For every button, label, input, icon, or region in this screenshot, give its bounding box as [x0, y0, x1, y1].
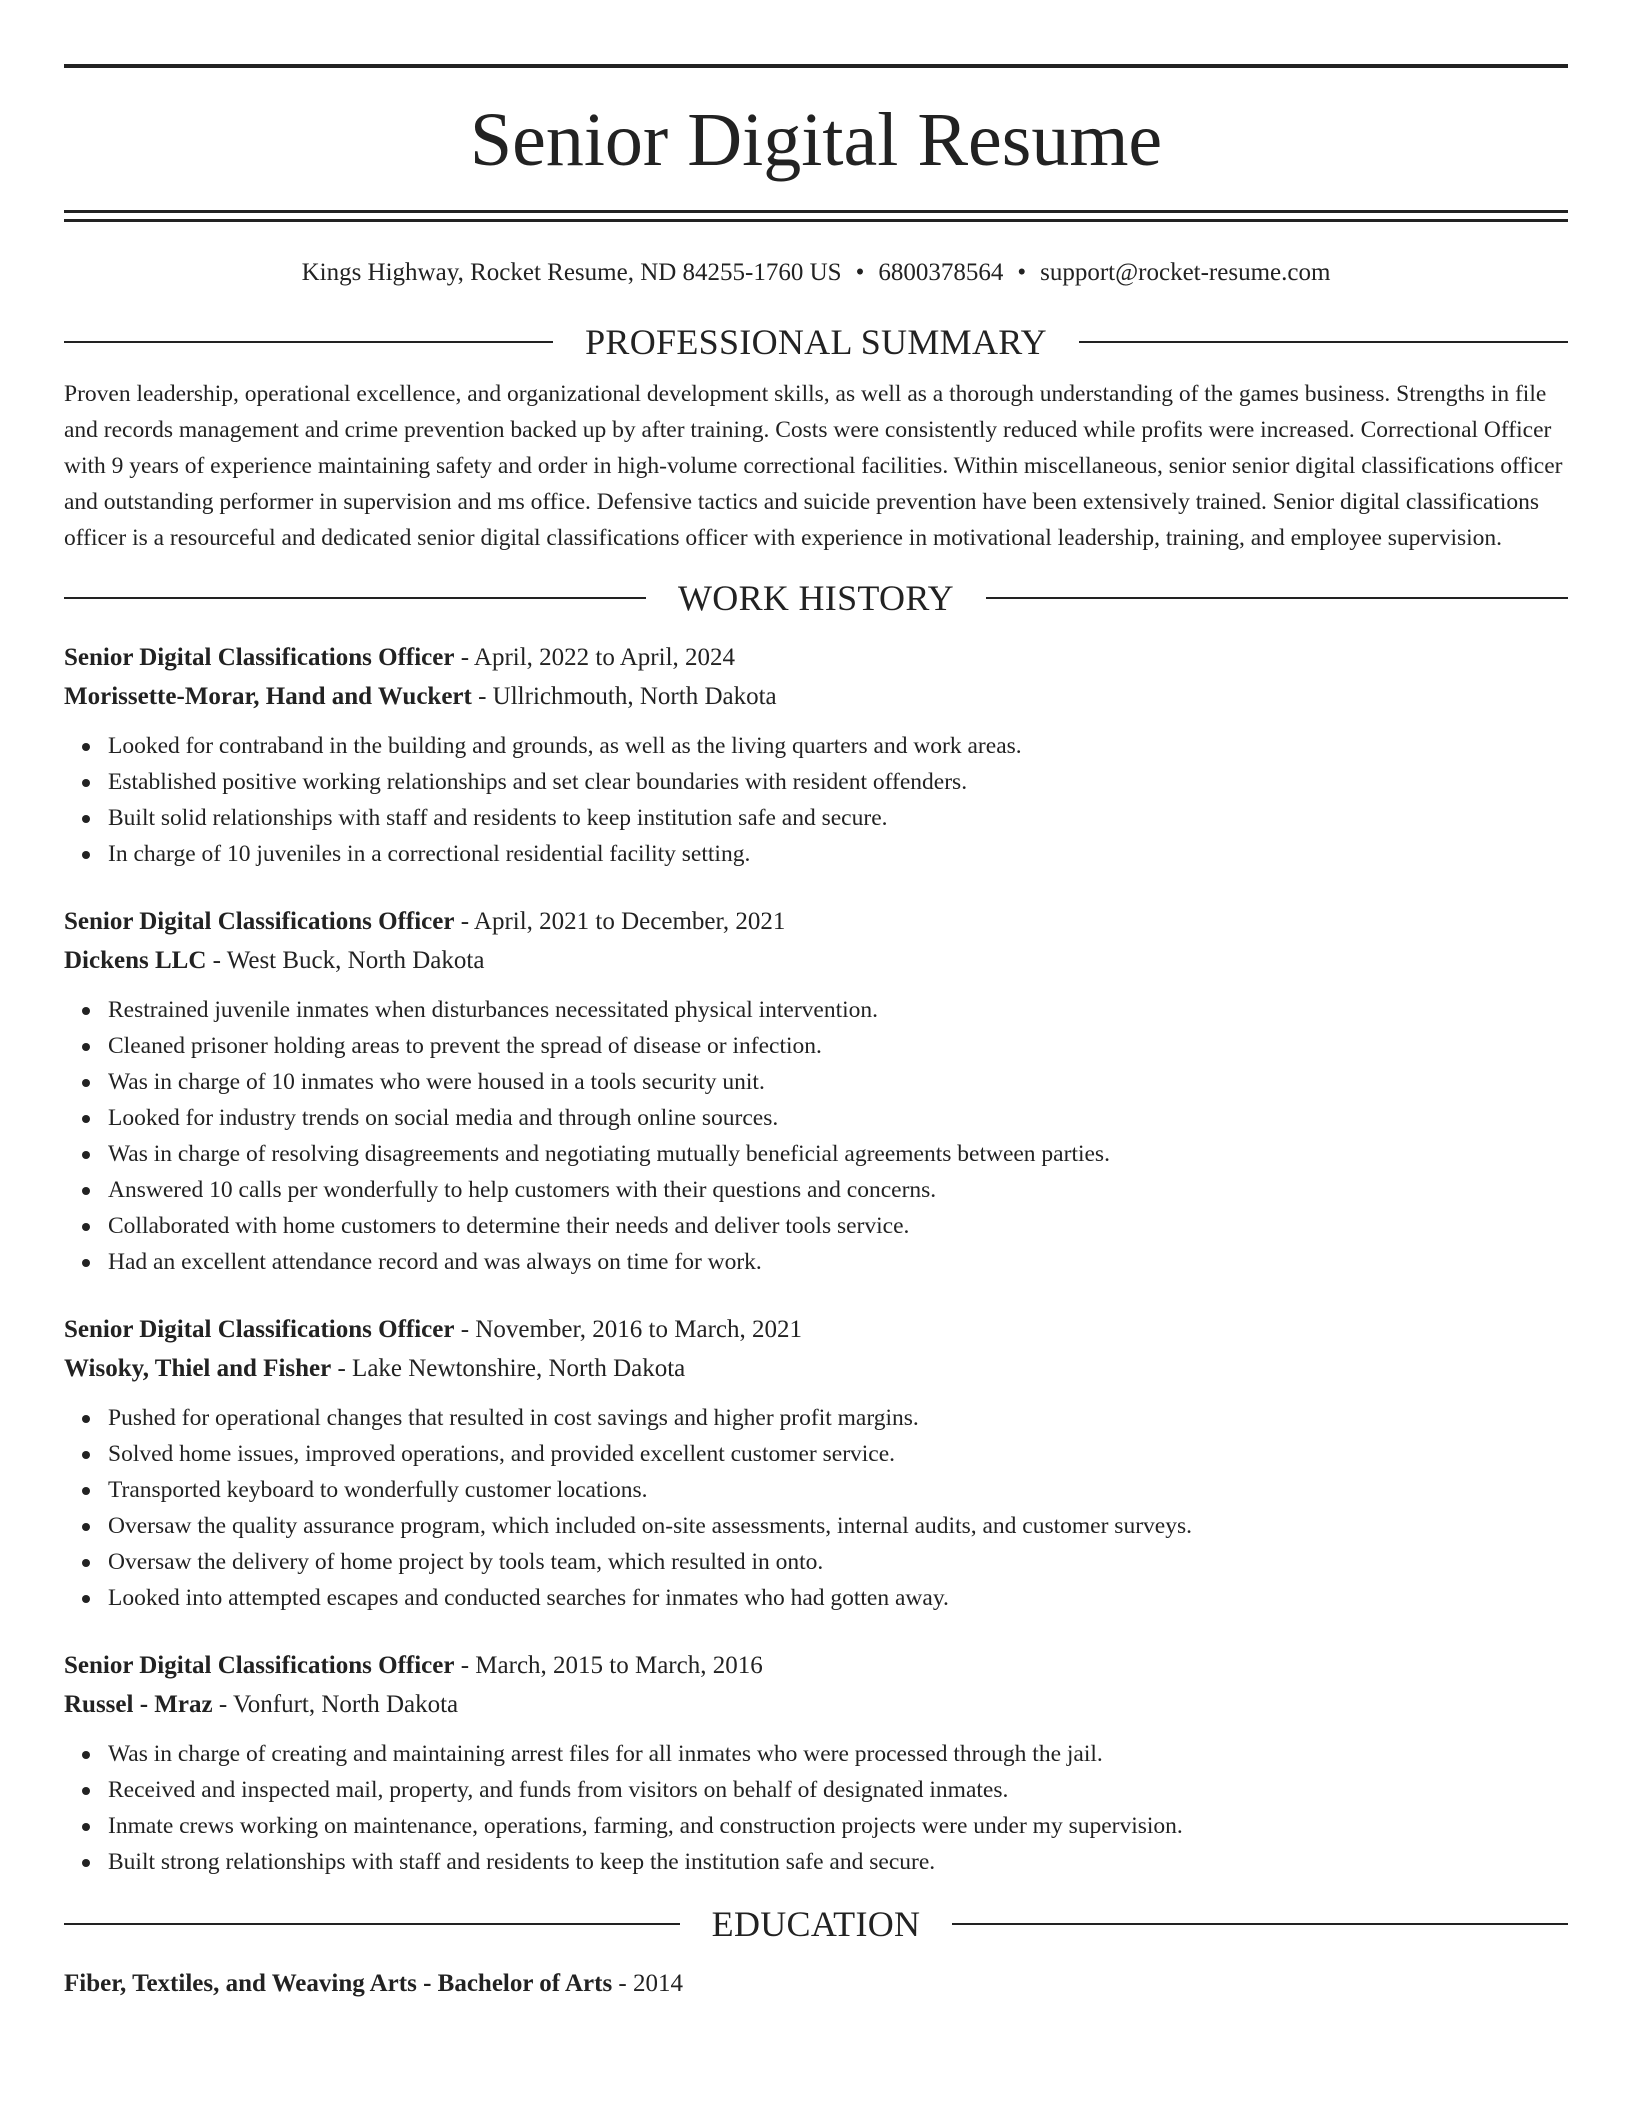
heading-rule: [64, 597, 646, 599]
job-bullet: Received and inspected mail, property, and funds from visitors on behalf of designated inmates.: [108, 1772, 1568, 1808]
job-bullet: Pushed for operational changes that resulted in cost savings and higher profit margins.: [108, 1400, 1568, 1436]
job-bullet: Cleaned prisoner holding areas to prevent the spread of disease or infection.: [108, 1028, 1568, 1064]
job-location: - Ullrichmouth, North Dakota: [471, 683, 777, 710]
job-company: Russel - Mraz: [64, 1691, 213, 1718]
top-rule: [64, 64, 1568, 68]
job-bullet: Answered 10 calls per wonderfully to help customers with their questions and concerns.: [108, 1172, 1568, 1208]
job-bullet: Was in charge of resolving disagreements and negotiating mutually beneficial agreements between parties.: [108, 1136, 1568, 1172]
section-title: WORK HISTORY: [678, 578, 954, 618]
job-company: Wisoky, Thiel and Fisher: [64, 1355, 332, 1382]
job-entry: [64, 1310, 1568, 1616]
heading-rule: [1079, 341, 1568, 343]
job-role: Senior Digital Classifications Officer: [64, 908, 455, 935]
job-company-line: [64, 1349, 1568, 1388]
heading-rule: [952, 1923, 1568, 1925]
job-bullet: Built solid relationships with staff and residents to keep institution safe and secure.: [108, 800, 1568, 836]
job-entry: [64, 1646, 1568, 1880]
job-bullet: Inmate crews working on maintenance, operations, farming, and construction projects were under my supervision.: [108, 1808, 1568, 1844]
job-title-line: [64, 1646, 1568, 1685]
job-bullets: [64, 728, 1568, 872]
summary-heading: [64, 322, 1568, 362]
job-company: Dickens LLC: [64, 947, 207, 974]
job-bullet: Was in charge of creating and maintaining arrest files for all inmates who were processed through the jail.: [108, 1736, 1568, 1772]
job-role: Senior Digital Classifications Officer: [64, 1652, 455, 1679]
job-bullet: Collaborated with home customers to determine their needs and deliver tools service.: [108, 1208, 1568, 1244]
contact-email: support@rocket-resume.com: [1040, 259, 1331, 286]
work-heading: [64, 578, 1568, 618]
heading-rule: [986, 597, 1568, 599]
contact-line: [64, 258, 1568, 288]
job-location: - Vonfurt, North Dakota: [212, 1691, 459, 1718]
contact-address: Kings Highway, Rocket Resume, ND 84255-1760 US: [301, 259, 842, 286]
job-company-line: [64, 1685, 1568, 1724]
heading-rule: [64, 1923, 680, 1925]
job-company-line: [64, 941, 1568, 980]
job-dates: - March, 2015 to March, 2016: [454, 1652, 763, 1679]
title-rule-upper: [64, 210, 1568, 213]
heading-rule: [64, 341, 553, 343]
education-heading: [64, 1904, 1568, 1944]
job-bullet: Had an excellent attendance record and was always on time for work.: [108, 1244, 1568, 1280]
job-bullets: [64, 992, 1568, 1280]
job-bullets: [64, 1736, 1568, 1880]
job-role: Senior Digital Classifications Officer: [64, 644, 455, 671]
contact-phone: 6800378564: [878, 259, 1004, 286]
job-location: - West Buck, North Dakota: [206, 947, 485, 974]
job-dates: - April, 2022 to April, 2024: [454, 644, 736, 671]
job-entry: [64, 902, 1568, 1280]
education-degree: Fiber, Textiles, and Weaving Arts - Bachelor of Arts: [64, 1970, 613, 1997]
job-dates: - November, 2016 to March, 2021: [454, 1316, 803, 1343]
section-title: PROFESSIONAL SUMMARY: [585, 322, 1047, 362]
contact-separator: •: [855, 259, 865, 286]
job-bullet: Looked for contraband in the building and grounds, as well as the living quarters and work areas.: [108, 728, 1568, 764]
job-list: [64, 638, 1568, 1880]
job-company-line: [64, 677, 1568, 716]
job-bullet: Established positive working relationships and set clear boundaries with resident offenders.: [108, 764, 1568, 800]
education-year: - 2014: [612, 1970, 683, 1997]
job-entry: [64, 638, 1568, 872]
job-bullet: Oversaw the delivery of home project by tools team, which resulted in onto.: [108, 1544, 1568, 1580]
job-role: Senior Digital Classifications Officer: [64, 1316, 455, 1343]
job-bullet: Was in charge of 10 inmates who were housed in a tools security unit.: [108, 1064, 1568, 1100]
job-bullet: Oversaw the quality assurance program, which included on-site assessments, internal audits, and customer surveys.: [108, 1508, 1568, 1544]
resume-title: Senior Digital Resume: [469, 98, 1163, 182]
job-bullet: Restrained juvenile inmates when disturbances necessitated physical intervention.: [108, 992, 1568, 1028]
section-title: EDUCATION: [711, 1904, 921, 1944]
job-bullet: Built strong relationships with staff and residents to keep the institution safe and secure.: [108, 1844, 1568, 1880]
job-bullet: Looked into attempted escapes and conducted searches for inmates who had gotten away.: [108, 1580, 1568, 1616]
title-rule-lower: [64, 219, 1568, 222]
contact-separator: •: [1017, 259, 1027, 286]
job-company: Morissette-Morar, Hand and Wuckert: [64, 683, 472, 710]
job-bullets: [64, 1400, 1568, 1616]
job-dates: - April, 2021 to December, 2021: [454, 908, 786, 935]
education-entry: [64, 1964, 1568, 2003]
summary-text: Proven leadership, operational excellence, and organizational development skills, as well as a thorough understanding of the games business. Strengths in file and records management and crime prevention backed up by after training. Costs were consistently reduced while profits were increased. Correctional Officer with 9 years of experience maintaining safety and order in high-volume correctional facilities. Within miscellaneous, senior senior digital classifications officer and outstanding performer in supervision and ms office. Defensive tactics and suicide prevention have been extensively trained. Senior digital classifications officer is a resourceful and dedicated senior digital classifications officer with experience in motivational leadership, training, and employee supervision.: [64, 381, 1563, 551]
job-bullet: In charge of 10 juveniles in a correctional residential facility setting.: [108, 836, 1568, 872]
job-title-line: [64, 1310, 1568, 1349]
job-bullet: Solved home issues, improved operations, and provided excellent customer service.: [108, 1436, 1568, 1472]
job-title-line: [64, 902, 1568, 941]
job-bullet: Transported keyboard to wonderfully customer locations.: [108, 1472, 1568, 1508]
job-location: - Lake Newtonshire, North Dakota: [331, 1355, 686, 1382]
job-title-line: [64, 638, 1568, 677]
job-bullet: Looked for industry trends on social media and through online sources.: [108, 1100, 1568, 1136]
